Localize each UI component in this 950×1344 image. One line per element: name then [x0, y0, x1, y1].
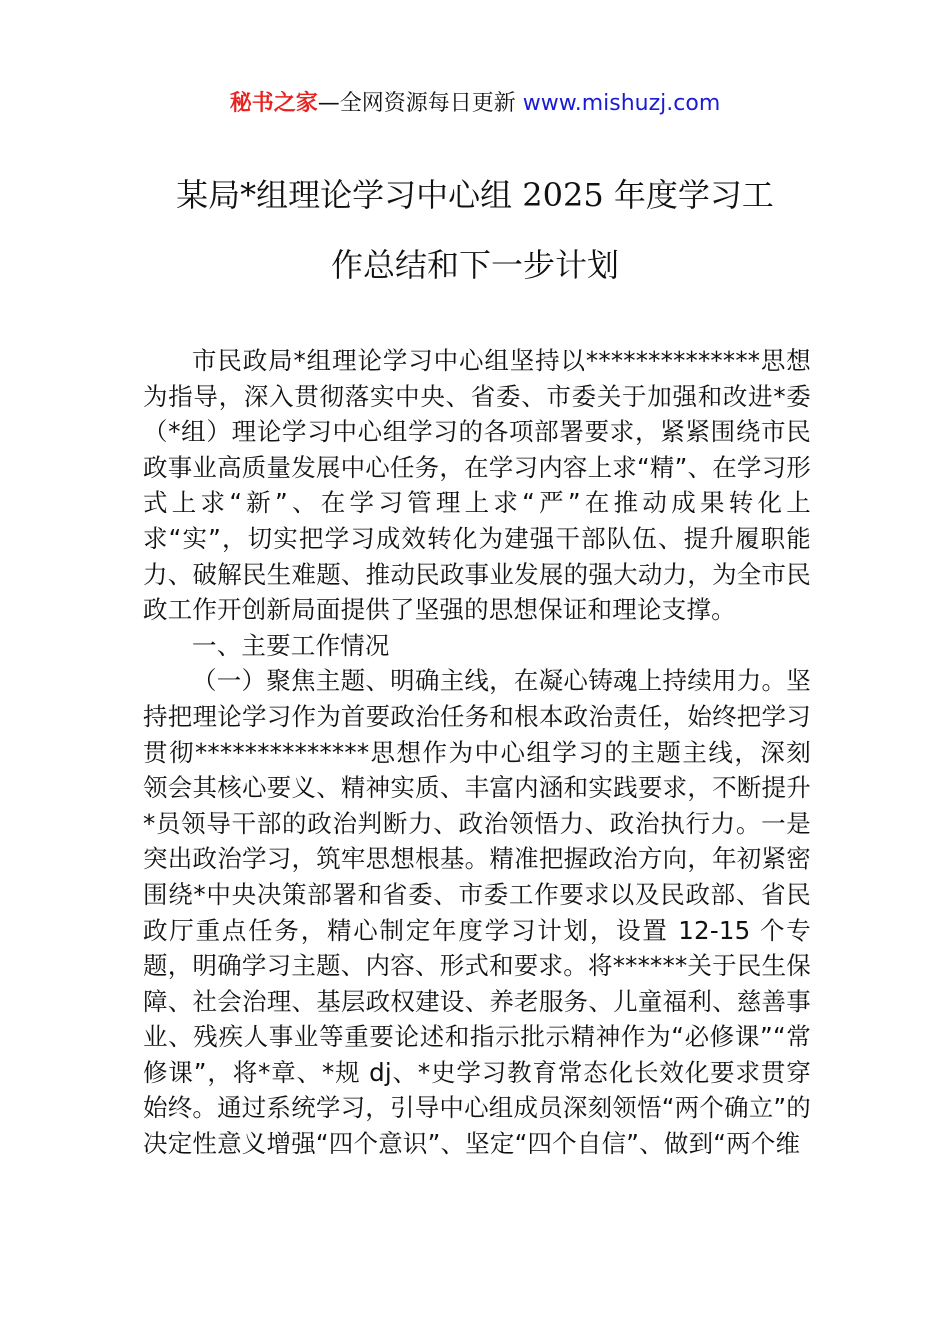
title-line-2: 作总结和下一步计划: [330, 246, 619, 284]
header-tagline: —全网资源每日更新: [317, 91, 523, 116]
section-heading: 一、主要工作情况: [192, 630, 390, 660]
site-url-link[interactable]: www.mishuzj.com: [522, 91, 721, 116]
intro-paragraph: 市民政局*组理论学习中心组坚持以**************思想为指导，深入贯彻落实中央、省委、市委关于加强和改进*委（*组）理论学习中心组学习的各项部署要求，紧紧围绕市民政事业高质量发展中心任务，在学习内容上求“精”、在学习形式上求“新”、在学习管理上求“严”在推动成果转化上求“实”，切实把学习成效转化为建强干部队伍、提升履职能力、破解民生难题、推动民政事业发展的强大动力，为全市民政工作开创新局面提供了坚强的思想保证和理论支撑。: [143, 346, 811, 625]
site-header: [0, 86, 950, 122]
document-title: [0, 160, 950, 300]
section-paragraph: （一）聚焦主题、明确主线，在凝心铸魂上持续用力。坚持把理论学习作为首要政治任务和根本政治责任，始终把学习贯彻**************思想作为中心组学习的主题主线，深刻领会其核心要义、精神实质、丰富内涵和实践要求，不断提升*员领导干部的政治判断力、政治领悟力、政治执行力。一是突出政治学习，筑牢思想根基。精准把握政治方向，年初紧密围绕*中央决策部署和省委、市委工作要求以及民政部、省民政厅重点任务，精心制定年度学习计划，设置 12-15 个专题，明确学习主题、内容、形式和要求。将******关于民生保障、社会治理、基层政权建设、养老服务、儿童福利、慈善事业、残疾人事业等重要论述和指示批示精神作为“必修课”“常修课”，将*章、*规 dj、*史学习教育常态化长效化要求贯穿始终。通过系统学习，引导中心组成员深刻领悟“两个确立”的决定性意义增强“四个意识”、坚定“四个自信”、做到“两个维: [143, 666, 811, 1159]
title-line-1: 某局*组理论学习中心组 2025 年度学习工: [176, 176, 774, 214]
brand-name: 秘书之家: [229, 91, 318, 116]
document-body: [143, 343, 811, 1162]
